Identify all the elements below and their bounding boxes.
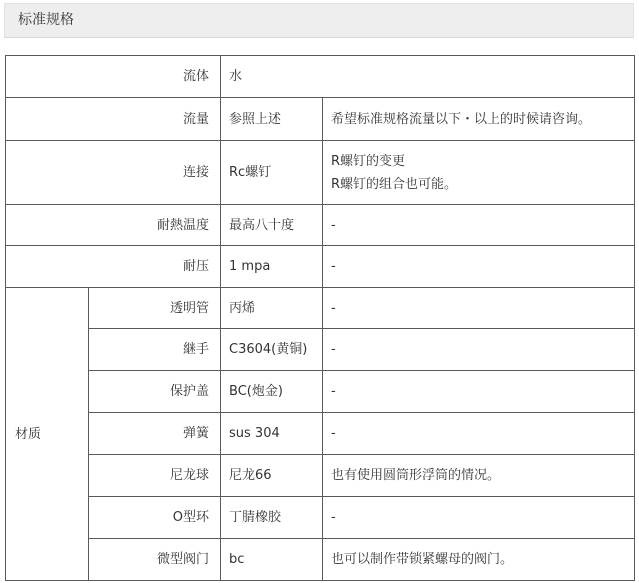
row-value: 1 mpa [221, 246, 323, 288]
row-note-line: R螺钉的组合也可能。 [331, 176, 458, 192]
table-row [6, 539, 635, 581]
spec-table [5, 55, 635, 581]
row-value: 丁腈橡胶 [221, 497, 323, 539]
row-note: 也有使用圆筒形浮筒的情况。 [323, 455, 635, 497]
row-value: 丙烯 [221, 288, 323, 329]
row-note: - [323, 413, 635, 455]
row-value: BC(炮金) [221, 371, 323, 413]
row-value: C3604(黄铜) [221, 329, 323, 371]
row-value: 水 [221, 56, 635, 98]
table-row [6, 455, 635, 497]
row-note: - [323, 497, 635, 539]
table-row [6, 56, 635, 98]
row-note: - [323, 329, 635, 371]
table-row [6, 497, 635, 539]
row-label: 耐压 [6, 246, 221, 288]
row-note: - [323, 288, 635, 329]
row-value: 最高八十度 [221, 205, 323, 246]
row-label: 尼龙球 [89, 455, 221, 497]
row-note: - [323, 371, 635, 413]
section-header [4, 3, 634, 38]
row-label: 弹簧 [89, 413, 221, 455]
row-note: 也可以制作带锁紧螺母的阀门。 [323, 539, 635, 581]
row-value: sus 304 [221, 413, 323, 455]
row-label: 流体 [6, 56, 221, 98]
table-row [6, 98, 635, 141]
row-value: Rc螺钉 [221, 141, 323, 205]
row-note-line: R螺钉的变更 [331, 153, 406, 169]
table-row [6, 141, 635, 205]
row-label: 连接 [6, 141, 221, 205]
row-note: - [323, 246, 635, 288]
table-row [6, 288, 635, 329]
table-row [6, 413, 635, 455]
row-label: 保护盖 [89, 371, 221, 413]
row-value: 尼龙66 [221, 455, 323, 497]
material-group-label: 材质 [6, 288, 89, 581]
row-label: O型环 [89, 497, 221, 539]
row-value: 参照上述 [221, 98, 323, 141]
row-note: 希望标准规格流量以下・以上的时候请咨询。 [323, 98, 635, 141]
table-row [6, 205, 635, 246]
row-note: - [323, 205, 635, 246]
row-label: 流量 [6, 98, 221, 141]
row-note [323, 141, 635, 205]
table-row [6, 371, 635, 413]
table-row [6, 246, 635, 288]
table-row [6, 329, 635, 371]
section-title: 标准规格 [18, 12, 74, 28]
row-label: 透明管 [89, 288, 221, 329]
row-label: 微型阀门 [89, 539, 221, 581]
row-value: bc [221, 539, 323, 581]
row-label: 耐熱温度 [6, 205, 221, 246]
row-label: 継手 [89, 329, 221, 371]
